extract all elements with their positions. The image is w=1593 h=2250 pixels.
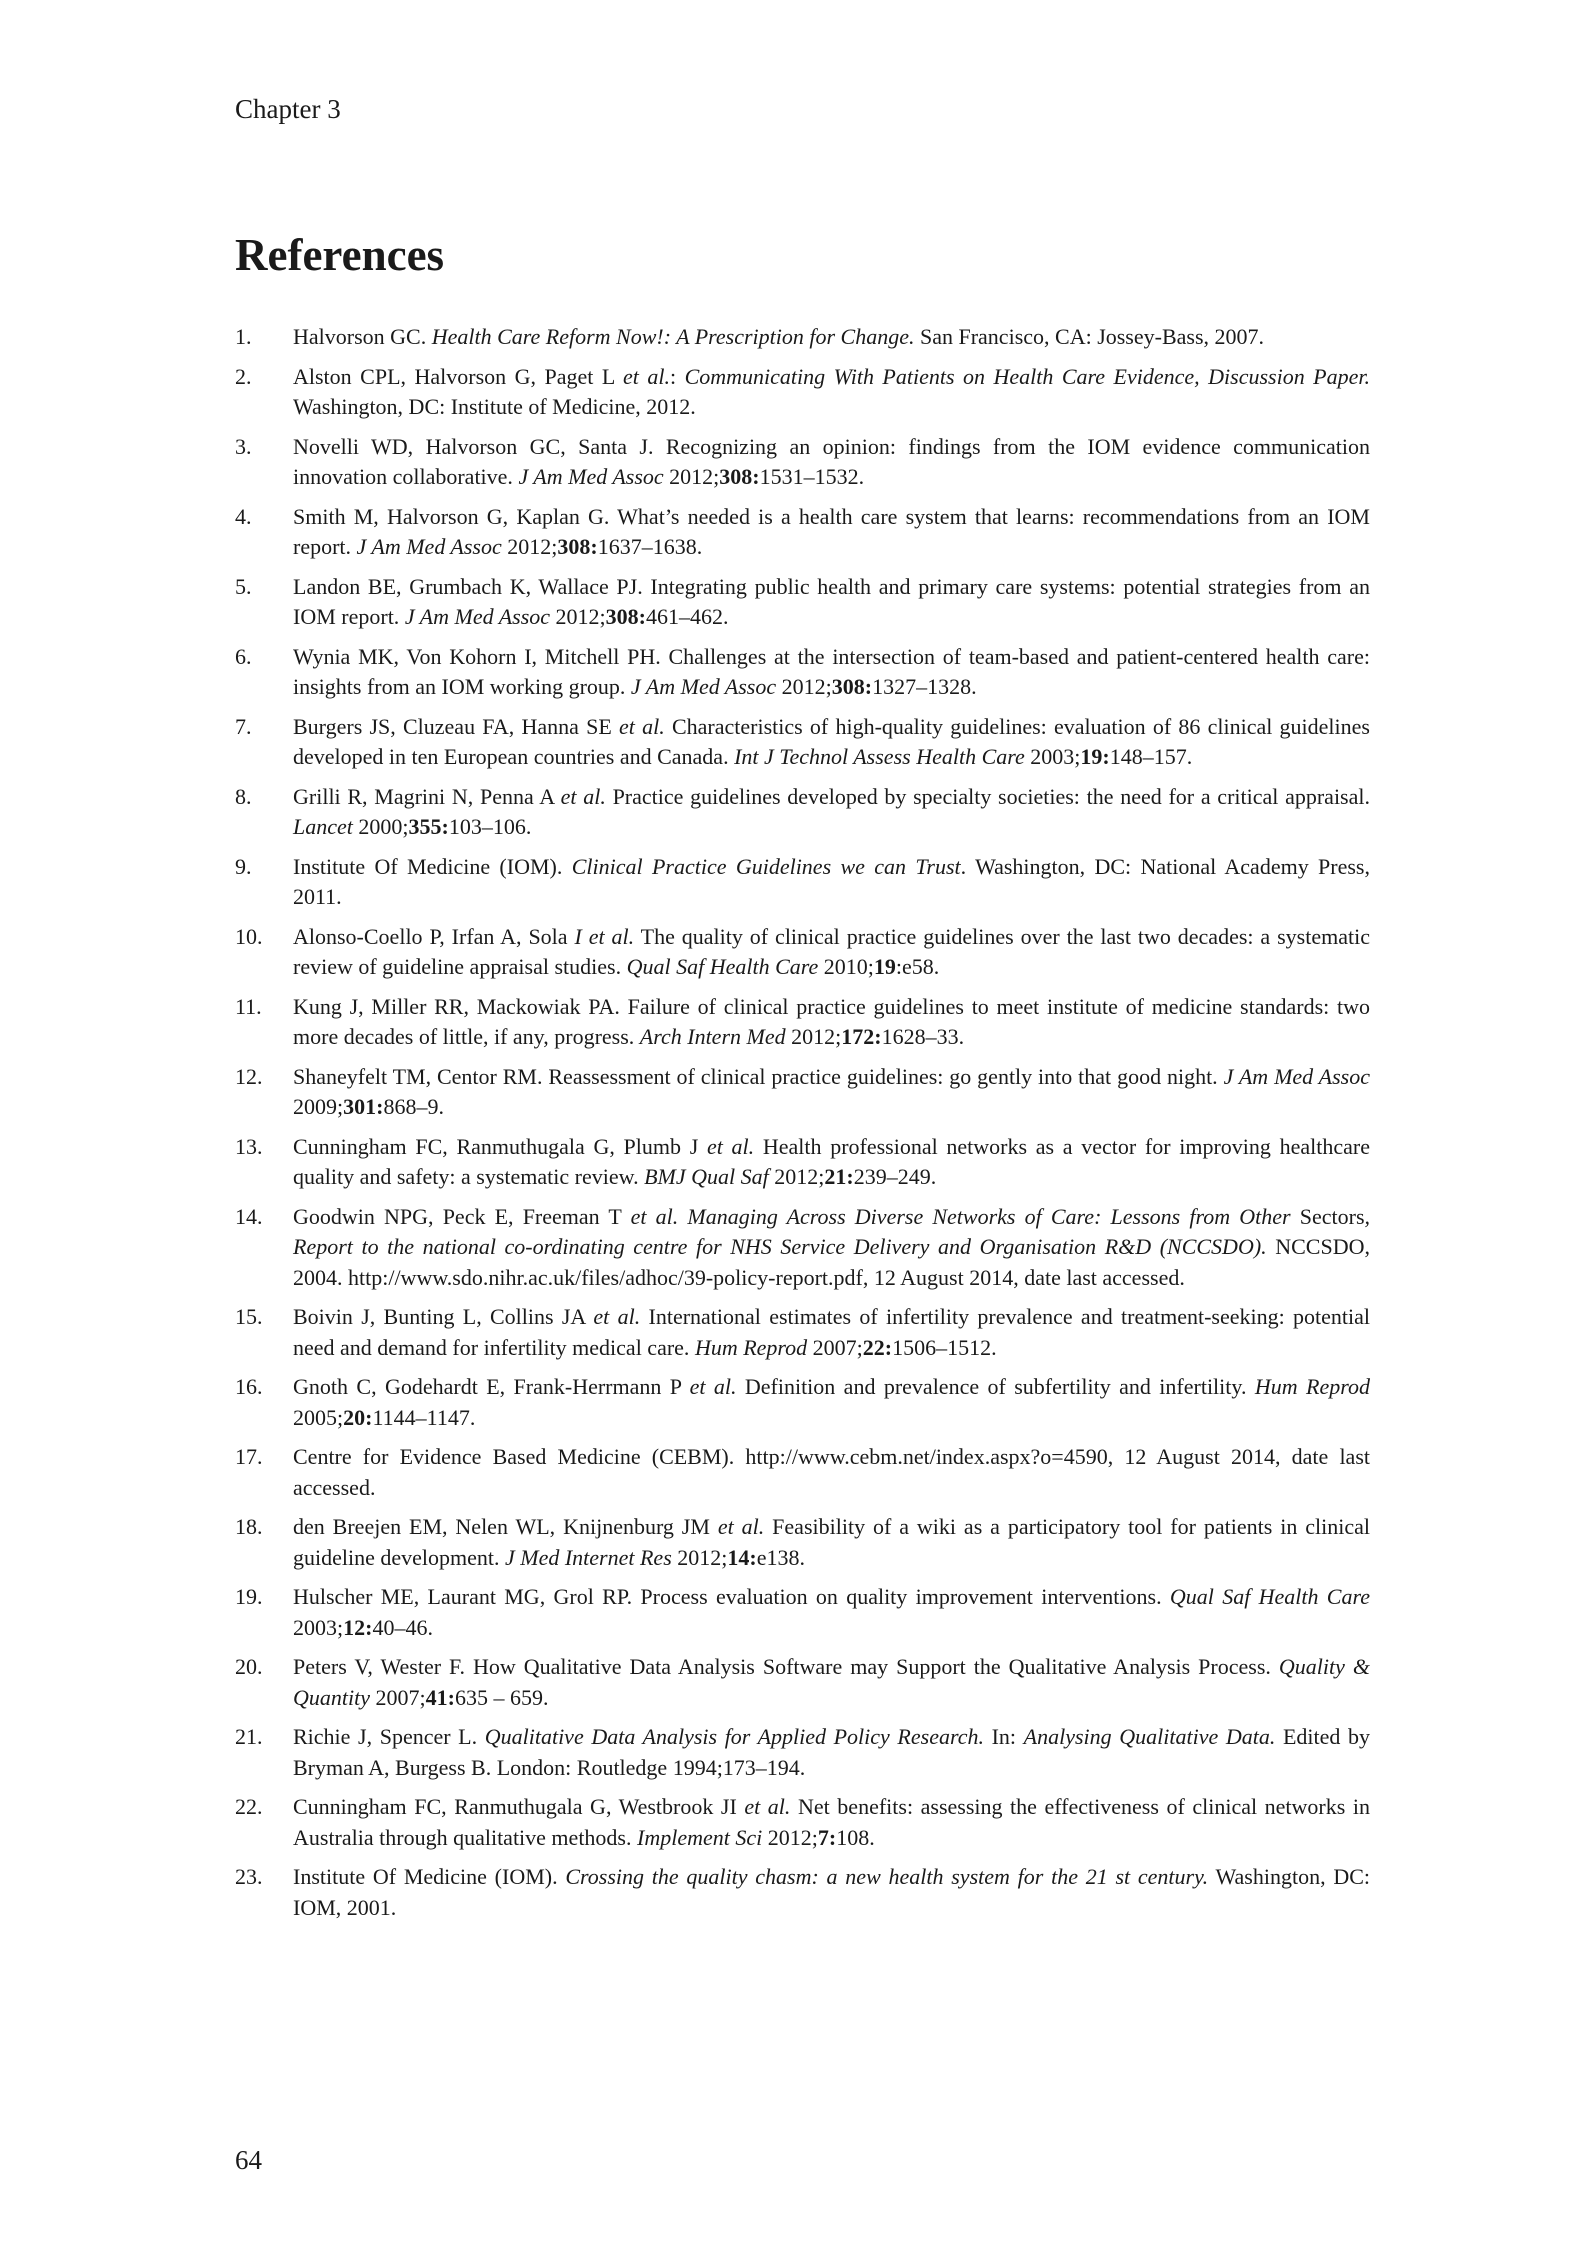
reference-text bbox=[293, 1202, 1370, 1294]
reference-item bbox=[235, 642, 1370, 703]
reference-segment: Alston CPL, Halvorson G, Paget L bbox=[293, 363, 623, 389]
reference-segment: Cunningham FC, Ranmuthugala G, Plumb J bbox=[293, 1133, 707, 1159]
reference-italic-segment: J Med Internet Res bbox=[505, 1544, 672, 1570]
page-number: 64 bbox=[235, 2145, 262, 2175]
reference-segment: Alonso-Coello P, Irfan A, Sola bbox=[293, 923, 575, 949]
reference-segment: Definition and prevalence of subfertility and infertility. bbox=[736, 1374, 1255, 1399]
reference-segment: 1637–1638. bbox=[597, 534, 703, 559]
reference-segment: 40–46. bbox=[372, 1614, 433, 1640]
reference-segment: 2012; bbox=[768, 1164, 825, 1189]
reference-italic-segment: Quality & Quantity bbox=[293, 1654, 1370, 1710]
reference-italic-segment: Int J Technol Assess Health Care bbox=[734, 744, 1025, 769]
reference-text bbox=[293, 1062, 1370, 1123]
reference-bold-segment: 41: bbox=[425, 1684, 455, 1710]
reference-bold-segment: 12: bbox=[343, 1614, 373, 1640]
reference-segment: 635 – 659. bbox=[454, 1684, 549, 1710]
reference-italic-segment: BMJ Qual Saf bbox=[644, 1164, 769, 1189]
reference-segment: 868–9. bbox=[383, 1094, 444, 1119]
reference-italic-segment: J Am Med Assoc bbox=[404, 604, 551, 629]
reference-segment: 2012; bbox=[785, 1024, 842, 1049]
reference-italic-segment: J Am Med Assoc bbox=[518, 464, 664, 489]
reference-segment: 2003; bbox=[1024, 744, 1081, 769]
reference-text bbox=[293, 922, 1370, 983]
reference-segment: Institute Of Medicine (IOM). bbox=[293, 1864, 566, 1889]
reference-segment: Kung J, Miller RR, Mackowiak PA. Failure of clinical practice guidelines to meet institute of medicine standards: two more decades of little, if any, progress. bbox=[293, 993, 1370, 1049]
reference-segment: 2012; bbox=[501, 534, 558, 559]
reference-segment: Characteristics of high-quality guidelines: evaluation of 86 clinical guidelines developed in ten European countries and Canada. bbox=[293, 713, 1370, 769]
reference-number: 5. bbox=[235, 573, 252, 599]
reference-segment: 148–157. bbox=[1109, 744, 1193, 769]
reference-italic-segment: et al. bbox=[593, 1304, 641, 1329]
reference-number: 15. bbox=[235, 1304, 263, 1329]
reference-segment: 2012; bbox=[663, 464, 720, 489]
reference-segment: 1531–1532. bbox=[759, 464, 865, 489]
reference-segment: Centre for Evidence Based Medicine (CEBM). http://www.cebm.net/index.aspx?o=4590, 12 August 2014, date last accessed. bbox=[293, 1444, 1370, 1500]
reference-number: 20. bbox=[235, 1654, 263, 1679]
reference-item bbox=[235, 1132, 1370, 1193]
reference-number: 6. bbox=[235, 643, 252, 669]
reference-item bbox=[235, 712, 1370, 773]
reference-segment: Gnoth C, Godehardt E, Frank-Herrmann P bbox=[293, 1374, 690, 1399]
reference-number: 2. bbox=[235, 363, 252, 389]
reference-item bbox=[235, 432, 1370, 493]
reference-segment: Edited by Bryman A, Burgess B. London: Routledge 1994;173–194. bbox=[293, 1724, 1370, 1780]
reference-italic-segment: et al. bbox=[622, 363, 670, 389]
reference-italic-segment: I et al. bbox=[574, 923, 635, 949]
reference-text bbox=[293, 992, 1370, 1053]
reference-text bbox=[293, 1302, 1370, 1363]
reference-number: 4. bbox=[235, 503, 252, 529]
reference-number: 7. bbox=[235, 713, 252, 739]
reference-item bbox=[235, 992, 1370, 1053]
reference-segment: 103–106. bbox=[448, 814, 532, 839]
reference-segment: Shaneyfelt TM, Centor RM. Reassessment of clinical practice guidelines: go gently into that good night. bbox=[293, 1063, 1224, 1089]
reference-segment: 108. bbox=[836, 1824, 875, 1850]
reference-italic-segment: et al. bbox=[560, 783, 606, 809]
reference-segment: 1144–1147. bbox=[372, 1404, 476, 1430]
reference-segment: 461–462. bbox=[645, 604, 729, 629]
reference-bold-segment: 14: bbox=[727, 1544, 757, 1570]
reference-bold-segment: 7: bbox=[817, 1824, 837, 1850]
reference-italic-segment: Qual Saf Health Care bbox=[1169, 1584, 1370, 1609]
reference-text bbox=[293, 852, 1370, 913]
reference-item bbox=[235, 1722, 1370, 1783]
reference-text bbox=[293, 712, 1370, 773]
reference-text bbox=[293, 782, 1370, 843]
reference-segment: Hulscher ME, Laurant MG, Grol RP. Process evaluation on quality improvement interventions. bbox=[293, 1584, 1170, 1609]
reference-italic-segment: et al. Managing Across Diverse Networks of Care: Lessons from Other bbox=[630, 1203, 1291, 1229]
reference-segment: 2005; bbox=[293, 1404, 344, 1430]
reference-segment: 1327–1328. bbox=[872, 674, 977, 699]
reference-segment: 239–249. bbox=[853, 1164, 937, 1189]
reference-segment: 2009; bbox=[293, 1094, 344, 1119]
reference-segment: e138. bbox=[756, 1544, 805, 1570]
reference-number: 11. bbox=[235, 993, 262, 1019]
reference-segment: Grilli R, Magrini N, Penna A bbox=[293, 783, 561, 809]
reference-segment: Net benefits: assessing the effectiveness of clinical networks in Australia through qualitative methods. bbox=[293, 1794, 1370, 1850]
reference-number: 19. bbox=[235, 1584, 263, 1609]
reference-number: 8. bbox=[235, 783, 252, 809]
reference-number: 17. bbox=[235, 1444, 263, 1469]
reference-number: 1. bbox=[235, 324, 252, 349]
reference-text bbox=[293, 432, 1370, 493]
reference-text bbox=[293, 642, 1370, 703]
reference-item bbox=[235, 1652, 1370, 1713]
reference-number: 16. bbox=[235, 1374, 263, 1399]
reference-italic-segment: Lancet bbox=[293, 814, 353, 839]
reference-text bbox=[293, 572, 1370, 633]
reference-italic-segment: Qual Saf Health Care bbox=[626, 954, 819, 979]
reference-segment: Smith M, Halvorson G, Kaplan G. What’s needed is a health care system that learns: recommendations from an IOM report. bbox=[293, 503, 1370, 559]
reference-segment: Wynia MK, Von Kohorn I, Mitchell PH. Challenges at the intersection of team-based and patient-centered health care: insights from an IOM working group. bbox=[293, 643, 1370, 699]
reference-segment: den Breejen EM, Nelen WL, Knijnenburg JM bbox=[293, 1514, 718, 1539]
reference-item bbox=[235, 1862, 1370, 1923]
reference-text bbox=[293, 502, 1370, 563]
reference-item bbox=[235, 782, 1370, 843]
reference-segment: Novelli WD, Halvorson GC, Santa J. Recognizing an opinion: findings from the IOM evidence communication innovation collaborative. bbox=[293, 433, 1370, 489]
reference-item bbox=[235, 852, 1370, 913]
reference-segment: Richie J, Spencer L. bbox=[293, 1724, 485, 1749]
reference-segment: . Washington, DC: National Academy Press, 2011. bbox=[293, 853, 1370, 909]
reference-text bbox=[293, 1652, 1370, 1713]
reference-text bbox=[293, 1862, 1370, 1923]
reference-item bbox=[235, 1512, 1370, 1573]
reference-text bbox=[293, 1442, 1370, 1503]
reference-segment: Feasibility of a wiki as a participatory tool for patients in clinical guideline development. bbox=[293, 1514, 1370, 1570]
reference-segment: 2003; bbox=[293, 1614, 344, 1640]
reference-number: 9. bbox=[235, 853, 252, 879]
reference-italic-segment: Hum Reprod bbox=[1254, 1374, 1370, 1399]
reference-number: 22. bbox=[235, 1794, 263, 1819]
reference-item bbox=[235, 1792, 1370, 1853]
reference-segment: Landon BE, Grumbach K, Wallace PJ. Integrating public health and primary care systems: potential strategies from an IOM report. bbox=[293, 573, 1370, 629]
reference-item bbox=[235, 502, 1370, 563]
reference-segment: 2012; bbox=[776, 674, 832, 699]
reference-bold-segment: 301: bbox=[343, 1094, 384, 1119]
reference-segment: NCCSDO, 2004. http://www.sdo.nihr.ac.uk/files/adhoc/39-policy-report.pdf, 12 August 2014, date last accessed. bbox=[293, 1234, 1370, 1290]
reference-italic-segment: Communicating With Patients on Health Care Evidence, Discussion Paper. bbox=[684, 363, 1371, 389]
reference-number: 18. bbox=[235, 1514, 263, 1539]
reference-bold-segment: 308: bbox=[557, 534, 598, 559]
reference-item bbox=[235, 1582, 1370, 1643]
reference-item bbox=[235, 922, 1370, 983]
reference-bold-segment: 19 bbox=[873, 954, 896, 979]
reference-italic-segment: et al. bbox=[706, 1133, 755, 1159]
reference-item bbox=[235, 1442, 1370, 1503]
reference-italic-segment: et al. bbox=[619, 713, 665, 739]
reference-bold-segment: 308: bbox=[719, 464, 760, 489]
reference-text bbox=[293, 1132, 1370, 1193]
reference-item bbox=[235, 1372, 1370, 1433]
reference-text bbox=[293, 322, 1370, 353]
reference-italic-segment: Hum Reprod bbox=[694, 1334, 808, 1360]
reference-number: 10. bbox=[235, 923, 263, 949]
reference-segment: Health professional networks as a vector for improving healthcare quality and safety: a systematic review. bbox=[293, 1133, 1370, 1189]
reference-text bbox=[293, 1372, 1370, 1433]
reference-segment: Halvorson GC. bbox=[293, 324, 432, 349]
reference-italic-segment: Analysing Qualitative Data. bbox=[1023, 1724, 1276, 1749]
reference-italic-segment: et al. bbox=[689, 1374, 737, 1399]
reference-text bbox=[293, 1512, 1370, 1573]
reference-text bbox=[293, 1582, 1370, 1643]
reference-italic-segment: , Report to the national co-ordinating centre for NHS Service Delivery and Organisation R&D (NCCSDO). bbox=[293, 1203, 1371, 1259]
reference-italic-segment: J Am Med Assoc bbox=[630, 674, 777, 699]
reference-item bbox=[235, 572, 1370, 633]
reference-segment: Practice guidelines developed by specialty societies: the need for a critical appraisal. bbox=[605, 783, 1371, 809]
reference-text bbox=[293, 362, 1370, 423]
reference-item bbox=[235, 1202, 1370, 1294]
reference-segment: In: bbox=[983, 1724, 1024, 1749]
reference-bold-segment: 308: bbox=[605, 604, 646, 629]
reference-segment: Boivin J, Bunting L, Collins JA bbox=[293, 1304, 594, 1329]
reference-segment: 2007; bbox=[370, 1684, 426, 1710]
reference-italic-segment: J Am Med Assoc bbox=[1223, 1063, 1370, 1089]
reference-bold-segment: 22: bbox=[862, 1334, 893, 1360]
reference-italic-segment: Clinical Practice Guidelines we can Trust bbox=[571, 853, 961, 879]
reference-segment: 1506–1512. bbox=[892, 1334, 997, 1360]
reference-segment: 2007; bbox=[807, 1334, 863, 1360]
reference-segment: 2000; bbox=[352, 814, 409, 839]
reference-segment: Sectors bbox=[1290, 1203, 1365, 1229]
reference-segment: Institute Of Medicine (IOM). bbox=[293, 853, 572, 879]
reference-italic-segment: Health Care Reform Now!: A Prescription for Change. bbox=[431, 324, 915, 349]
reference-bold-segment: 355: bbox=[408, 814, 449, 839]
reference-number: 21. bbox=[235, 1724, 263, 1749]
reference-segment: Washington, DC: IOM, 2001. bbox=[293, 1864, 1370, 1920]
reference-segment: : bbox=[669, 363, 685, 389]
section-title: References bbox=[235, 230, 445, 280]
reference-number: 14. bbox=[235, 1203, 263, 1229]
reference-text bbox=[293, 1722, 1370, 1783]
reference-number: 23. bbox=[235, 1864, 263, 1889]
reference-list bbox=[235, 322, 1370, 1932]
reference-bold-segment: 21: bbox=[824, 1164, 854, 1189]
reference-bold-segment: 308: bbox=[831, 674, 873, 699]
reference-italic-segment: Implement Sci bbox=[637, 1824, 763, 1850]
reference-segment: Washington, DC: Institute of Medicine, 2012. bbox=[293, 394, 696, 419]
reference-bold-segment: 19: bbox=[1080, 744, 1110, 769]
reference-item bbox=[235, 362, 1370, 423]
reference-segment: 2010; bbox=[818, 954, 874, 979]
reference-italic-segment: Qualitative Data Analysis for Applied Policy Research. bbox=[484, 1724, 984, 1749]
reference-segment: Goodwin NPG, Peck E, Freeman T bbox=[293, 1203, 631, 1229]
reference-segment: 2012; bbox=[550, 604, 606, 629]
reference-bold-segment: 172: bbox=[841, 1024, 882, 1049]
reference-italic-segment: J Am Med Assoc bbox=[356, 534, 502, 559]
reference-item bbox=[235, 322, 1370, 353]
reference-segment: The quality of clinical practice guidelines over the last two decades: a systematic review of guideline appraisal studies. bbox=[293, 923, 1370, 979]
reference-italic-segment: et al. bbox=[717, 1514, 765, 1539]
reference-number: 12. bbox=[235, 1063, 263, 1089]
reference-segment: 1628–33. bbox=[881, 1024, 965, 1049]
reference-bold-segment: 20: bbox=[343, 1404, 373, 1430]
reference-item bbox=[235, 1062, 1370, 1123]
reference-text bbox=[293, 1792, 1370, 1853]
reference-segment: Burgers JS, Cluzeau FA, Hanna SE bbox=[293, 713, 620, 739]
reference-number: 3. bbox=[235, 433, 252, 459]
reference-italic-segment: Arch Intern Med bbox=[639, 1024, 786, 1049]
reference-segment: Peters V, Wester F. How Qualitative Data Analysis Software may Support the Qualitative Analysis Process. bbox=[293, 1654, 1279, 1679]
reference-segment: Cunningham FC, Ranmuthugala G, Westbrook JI bbox=[293, 1794, 745, 1819]
running-head-chapter: Chapter 3 bbox=[235, 94, 341, 124]
reference-segment: 2012; bbox=[671, 1544, 728, 1570]
reference-number: 13. bbox=[235, 1133, 263, 1159]
reference-italic-segment: et al. bbox=[744, 1794, 791, 1819]
reference-segment: San Francisco, CA: Jossey-Bass, 2007. bbox=[914, 324, 1265, 349]
reference-italic-segment: Crossing the quality chasm: a new health system for the 21 st century. bbox=[565, 1864, 1209, 1889]
reference-segment: 2012; bbox=[762, 1824, 818, 1850]
reference-segment: :e58. bbox=[895, 954, 940, 979]
reference-segment: International estimates of infertility prevalence and treatment-seeking: potential need and demand for infertility medical care. bbox=[293, 1304, 1370, 1360]
reference-item bbox=[235, 1302, 1370, 1363]
